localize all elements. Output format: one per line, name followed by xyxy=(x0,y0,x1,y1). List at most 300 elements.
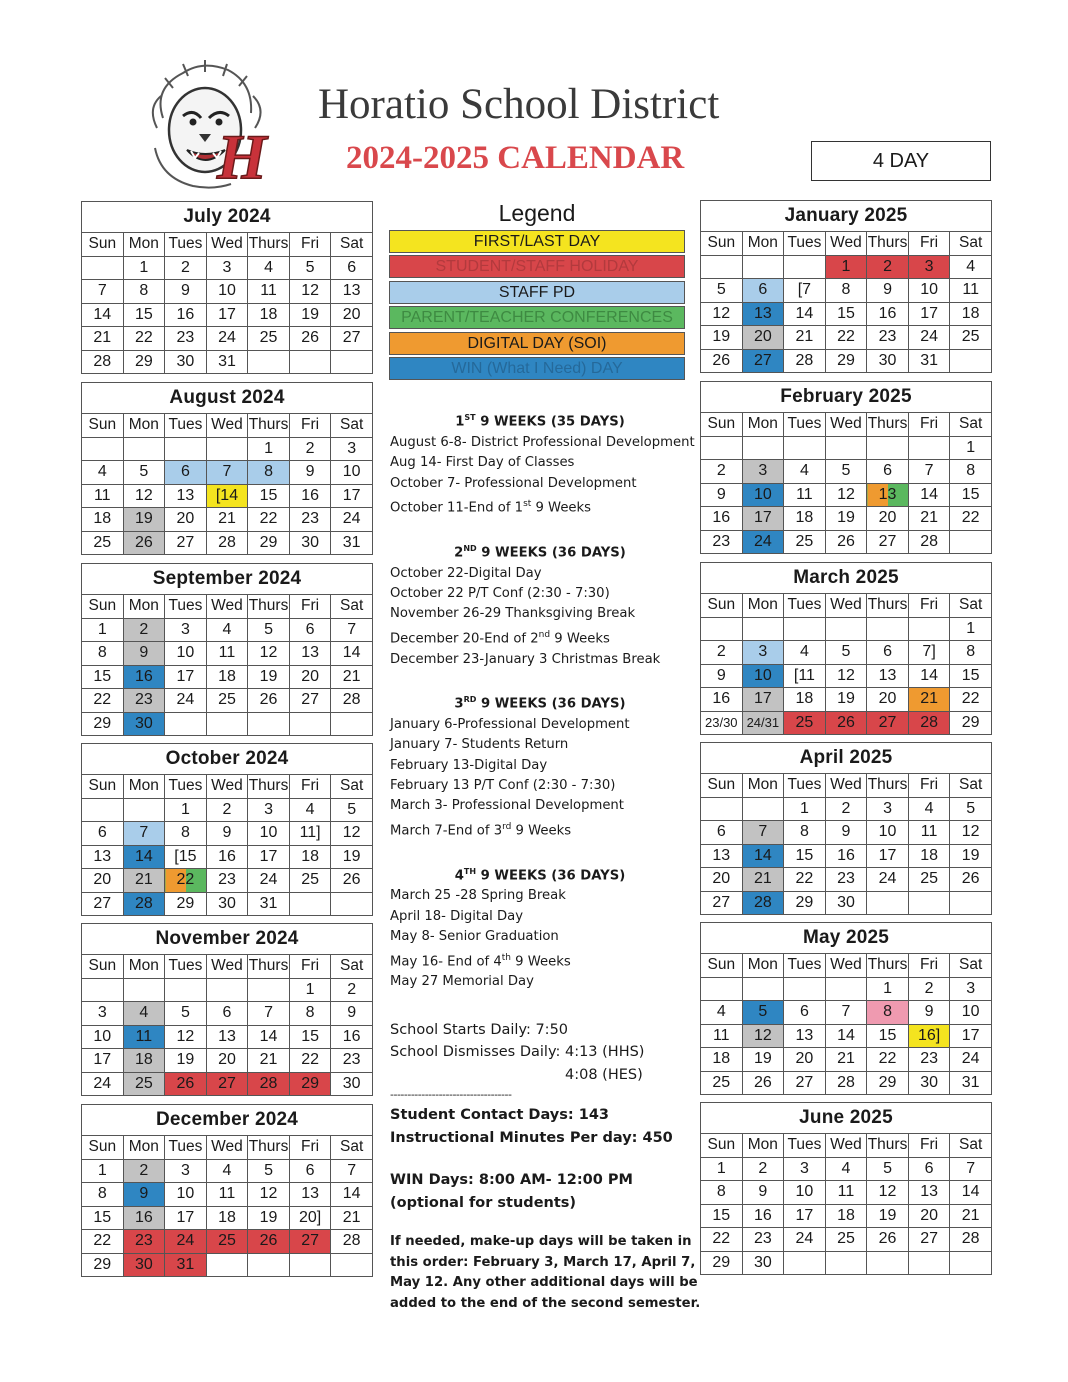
day-cell: 6 xyxy=(908,1157,950,1181)
day-cell: 9 xyxy=(206,822,248,846)
day-cell: 14 xyxy=(331,642,373,666)
day-cell: 6 xyxy=(867,460,909,484)
quarter-heading: 2ND 9 WEEKS (36 DAYS) xyxy=(454,543,626,561)
day-cell: 28 xyxy=(825,1071,867,1095)
weekday-header: Wed xyxy=(825,232,867,256)
day-cell: 25 xyxy=(784,711,826,735)
makeup-days-line: If needed, make-up days will be taken in xyxy=(390,1234,692,1250)
empty-day-cell xyxy=(248,350,290,374)
weekday-header: Tues xyxy=(165,955,207,979)
empty-day-cell xyxy=(123,798,165,822)
empty-day-cell xyxy=(784,977,826,1001)
day-cell: 22 xyxy=(289,1049,331,1073)
weekday-header: Sun xyxy=(701,413,743,437)
day-cell: 14 xyxy=(825,1024,867,1048)
day-cell: 6 xyxy=(165,461,207,485)
weekday-header: Sat xyxy=(331,775,373,799)
day-cell: 27 xyxy=(867,711,909,735)
day-cell: 21 xyxy=(123,869,165,893)
day-cell: 16 xyxy=(165,303,207,327)
day-cell: 19 xyxy=(248,1206,290,1230)
day-cell: 12 xyxy=(289,280,331,304)
weekday-header: Thurs xyxy=(867,232,909,256)
day-cell: 9 xyxy=(742,1181,784,1205)
day-cell: 26 xyxy=(701,349,743,373)
day-cell: 27 xyxy=(742,349,784,373)
legend-item: PARENT/TEACHER CONFERENCES xyxy=(389,306,685,329)
day-cell: 14 xyxy=(742,844,784,868)
weekday-header: Mon xyxy=(123,595,165,619)
makeup-days-line: this order: February 3, March 17, April 7, xyxy=(390,1254,696,1270)
legend-item: WIN (What I Need) DAY xyxy=(389,357,685,380)
weekday-header: Tues xyxy=(165,595,207,619)
day-cell: 5 xyxy=(331,798,373,822)
month-name: March 2025 xyxy=(701,563,992,594)
day-cell: 31 xyxy=(950,1071,992,1095)
day-cell: 10 xyxy=(867,821,909,845)
day-cell: 9 xyxy=(123,1183,165,1207)
day-cell: 4 xyxy=(950,255,992,279)
month-july-2024 xyxy=(81,201,373,374)
day-cell: 11 xyxy=(701,1024,743,1048)
day-cell: 20 xyxy=(82,869,124,893)
day-cell: 6 xyxy=(701,821,743,845)
month-name: August 2024 xyxy=(82,383,373,414)
empty-day-cell xyxy=(165,712,207,736)
day-cell: 15 xyxy=(123,303,165,327)
day-cell: 2 xyxy=(206,798,248,822)
day-cell: 8 xyxy=(289,1002,331,1026)
day-cell: 25 xyxy=(950,326,992,350)
day-cell: 1 xyxy=(248,437,290,461)
weekday-header: Tues xyxy=(165,775,207,799)
day-cell: 8 xyxy=(950,641,992,665)
month-september-2024 xyxy=(81,563,373,736)
weekday-header: Mon xyxy=(742,774,784,798)
weekday-header: Sat xyxy=(950,774,992,798)
day-cell: 6 xyxy=(742,279,784,303)
day-cell: 27 xyxy=(289,1230,331,1254)
day-cell: 22 xyxy=(123,327,165,351)
quarter-event: October 22-Digital Day xyxy=(390,565,542,581)
day-cell: 26 xyxy=(248,689,290,713)
month-name: May 2025 xyxy=(701,923,992,954)
empty-day-cell xyxy=(784,617,826,641)
day-cell: 17 xyxy=(784,1204,826,1228)
day-cell: 10 xyxy=(950,1001,992,1025)
day-cell: 20 xyxy=(742,326,784,350)
day-cell: 1 xyxy=(289,978,331,1002)
day-cell: 16 xyxy=(123,1206,165,1230)
weekday-header: Sun xyxy=(701,594,743,618)
day-cell: 21 xyxy=(908,507,950,531)
weekday-header: Fri xyxy=(289,595,331,619)
day-cell: 2 xyxy=(867,255,909,279)
day-cell: 16 xyxy=(701,688,743,712)
empty-day-cell xyxy=(701,255,743,279)
day-cell: 13 xyxy=(289,1183,331,1207)
day-cell: 24 xyxy=(206,327,248,351)
weekday-header: Sat xyxy=(950,1134,992,1158)
quarter-event: March 7-End of 3rd 9 Weeks xyxy=(390,821,572,839)
day-cell: 3 xyxy=(206,256,248,280)
weekday-header: Fri xyxy=(908,774,950,798)
quarter-event: January 6-Professional Development xyxy=(390,716,630,732)
day-cell: 3 xyxy=(165,1159,207,1183)
day-cell: 1 xyxy=(867,977,909,1001)
day-cell: 8 xyxy=(165,822,207,846)
quarter-event: March 3- Professional Development xyxy=(390,798,624,814)
weekday-header: Wed xyxy=(206,595,248,619)
day-cell: 24 xyxy=(165,689,207,713)
weekday-header: Thurs xyxy=(248,955,290,979)
weekday-header: Thurs xyxy=(867,954,909,978)
day-cell: 27 xyxy=(82,892,124,916)
day-cell: 22 xyxy=(82,1230,124,1254)
empty-day-cell xyxy=(123,978,165,1002)
weekday-header: Wed xyxy=(825,954,867,978)
day-cell: 20 xyxy=(867,507,909,531)
day-cell: 28 xyxy=(331,689,373,713)
day-cell: 25 xyxy=(908,868,950,892)
empty-day-cell xyxy=(950,530,992,554)
month-name: September 2024 xyxy=(82,564,373,595)
empty-day-cell xyxy=(825,436,867,460)
day-cell: 21 xyxy=(331,665,373,689)
day-cell: 14 xyxy=(331,1183,373,1207)
day-cell: 19 xyxy=(867,1204,909,1228)
weekday-header: Fri xyxy=(908,413,950,437)
empty-day-cell xyxy=(742,977,784,1001)
day-cell: 20 xyxy=(289,665,331,689)
day-cell: 16 xyxy=(742,1204,784,1228)
quarter-event: August 6-8- District Professional Development xyxy=(390,434,695,450)
letter-h-emblem xyxy=(216,121,269,192)
day-cell: 28 xyxy=(82,350,124,374)
empty-day-cell xyxy=(742,797,784,821)
day-cell: 4 xyxy=(784,641,826,665)
day-cell: 22 xyxy=(825,326,867,350)
day-cell: 30 xyxy=(165,350,207,374)
day-cell: 24 xyxy=(82,1072,124,1096)
day-cell: 10 xyxy=(742,483,784,507)
weekday-header: Sun xyxy=(701,774,743,798)
day-cell: 25 xyxy=(784,530,826,554)
weekday-header: Mon xyxy=(123,1136,165,1160)
day-cell: 24 xyxy=(248,869,290,893)
weekday-header: Wed xyxy=(825,774,867,798)
day-cell: 8 xyxy=(248,461,290,485)
day-cell: 29 xyxy=(165,892,207,916)
quarter-event: December 20-End of 2nd 9 Weeks xyxy=(390,629,610,647)
day-cell: 18 xyxy=(289,845,331,869)
empty-day-cell xyxy=(248,1253,290,1277)
empty-day-cell xyxy=(908,1251,950,1275)
day-cell: 13 xyxy=(867,664,909,688)
quarter-event: December 23-January 3 Christmas Break xyxy=(390,651,661,667)
weekday-header: Mon xyxy=(123,775,165,799)
empty-day-cell xyxy=(908,891,950,915)
day-cell: 1 xyxy=(784,797,826,821)
day-cell: 12 xyxy=(331,822,373,846)
day-cell: 19 xyxy=(123,508,165,532)
day-cell: 30 xyxy=(123,712,165,736)
day-cell: 7 xyxy=(206,461,248,485)
day-cell: 19 xyxy=(701,326,743,350)
weekday-header: Thurs xyxy=(867,774,909,798)
quarter-event: February 13 P/T Conf (2:30 - 7:30) xyxy=(390,778,616,794)
day-cell: 2 xyxy=(123,1159,165,1183)
day-cell: 10 xyxy=(908,279,950,303)
day-cell: 1 xyxy=(82,618,124,642)
month-name: June 2025 xyxy=(701,1103,992,1134)
day-cell: 15 xyxy=(825,302,867,326)
legend-item: STUDENT/STAFF HOLIDAY xyxy=(389,255,685,278)
day-cell: 29 xyxy=(82,1253,124,1277)
day-cell: 8 xyxy=(950,460,992,484)
day-cell: 17 xyxy=(742,507,784,531)
day-cell: 24 xyxy=(784,1228,826,1252)
day-cell: 21 xyxy=(950,1204,992,1228)
day-cell: 19 xyxy=(742,1048,784,1072)
day-cell: 5 xyxy=(825,460,867,484)
month-name: December 2024 xyxy=(82,1105,373,1136)
day-cell: 14 xyxy=(784,302,826,326)
empty-day-cell xyxy=(206,437,248,461)
month-december-2024 xyxy=(81,1104,373,1277)
weekday-header: Thurs xyxy=(248,595,290,619)
calendar-title: 2024-2025 CALENDAR xyxy=(346,140,685,176)
day-cell: 29 xyxy=(701,1251,743,1275)
weekday-header: Thurs xyxy=(248,1136,290,1160)
empty-day-cell xyxy=(701,977,743,1001)
day-cell: 15 xyxy=(950,664,992,688)
day-cell: 20 xyxy=(867,688,909,712)
day-cell: 28 xyxy=(908,711,950,735)
weekday-header: Fri xyxy=(289,775,331,799)
empty-day-cell xyxy=(701,617,743,641)
day-cell: 29 xyxy=(867,1071,909,1095)
day-cell: 24/31 xyxy=(742,711,784,735)
day-cell: 9 xyxy=(825,821,867,845)
day-cell: 18 xyxy=(701,1048,743,1072)
day-cell: 20 xyxy=(908,1204,950,1228)
weekday-header: Sat xyxy=(950,954,992,978)
day-cell: 29 xyxy=(289,1072,331,1096)
empty-day-cell xyxy=(784,1251,826,1275)
month-february-2025 xyxy=(700,381,992,554)
quarter-event: April 18- Digital Day xyxy=(390,908,524,924)
day-cell: 19 xyxy=(331,845,373,869)
day-cell: 18 xyxy=(784,507,826,531)
day-cell: 7] xyxy=(908,641,950,665)
day-cell: 12 xyxy=(248,642,290,666)
day-cell: 22 xyxy=(950,507,992,531)
day-cell: 17 xyxy=(331,484,373,508)
empty-day-cell xyxy=(206,712,248,736)
day-cell: 17 xyxy=(165,1206,207,1230)
day-cell: 22 xyxy=(784,868,826,892)
school-starts: School Starts Daily: 7:50 xyxy=(390,1021,569,1038)
day-cell: 18 xyxy=(206,665,248,689)
legend-item: FIRST/LAST DAY xyxy=(389,230,685,253)
day-cell: 16 xyxy=(289,484,331,508)
day-cell: 25 xyxy=(701,1071,743,1095)
student-contact-days: Student Contact Days: 143 xyxy=(390,1107,610,1124)
day-cell: 14 xyxy=(123,845,165,869)
day-cell: 2 xyxy=(701,641,743,665)
quarter-event: March 25 -28 Spring Break xyxy=(390,888,566,904)
day-cell: 28 xyxy=(206,531,248,555)
legend xyxy=(389,200,685,382)
day-cell: 8 xyxy=(123,280,165,304)
empty-day-cell xyxy=(248,978,290,1002)
day-cell: 22 xyxy=(701,1228,743,1252)
day-cell: 30 xyxy=(867,349,909,373)
empty-day-cell xyxy=(867,436,909,460)
day-cell: 20 xyxy=(165,508,207,532)
day-cell: 24 xyxy=(165,1230,207,1254)
day-cell: 8 xyxy=(82,642,124,666)
weekday-header: Tues xyxy=(165,1136,207,1160)
day-cell: 12 xyxy=(701,302,743,326)
day-cell: 18 xyxy=(248,303,290,327)
empty-day-cell xyxy=(123,437,165,461)
day-cell: 7 xyxy=(908,460,950,484)
day-cell: 31 xyxy=(248,892,290,916)
divider: ----------------------------------- xyxy=(390,1088,512,1102)
day-cell: 16] xyxy=(908,1024,950,1048)
day-cell: 11 xyxy=(950,279,992,303)
weekday-header: Mon xyxy=(742,232,784,256)
calendar-notes xyxy=(390,408,701,1314)
day-cell: 17 xyxy=(165,665,207,689)
day-cell: 10 xyxy=(82,1025,124,1049)
day-cell: 7 xyxy=(331,1159,373,1183)
quarter-event: May 8- Senior Graduation xyxy=(390,929,559,945)
day-cell: 19 xyxy=(289,303,331,327)
day-cell: 3 xyxy=(784,1157,826,1181)
day-cell: 30 xyxy=(331,1072,373,1096)
weekday-header: Sun xyxy=(701,954,743,978)
day-cell: 7 xyxy=(950,1157,992,1181)
day-cell: 12 xyxy=(950,821,992,845)
day-cell: 2 xyxy=(331,978,373,1002)
day-cell: 10 xyxy=(331,461,373,485)
weekday-header: Thurs xyxy=(867,413,909,437)
day-cell: 11 xyxy=(123,1025,165,1049)
empty-day-cell xyxy=(701,797,743,821)
day-cell: 1 xyxy=(82,1159,124,1183)
weekday-header: Sat xyxy=(331,414,373,438)
day-cell: 3 xyxy=(331,437,373,461)
month-name: November 2024 xyxy=(82,924,373,955)
day-cell: 3 xyxy=(742,460,784,484)
empty-day-cell xyxy=(331,1253,373,1277)
day-cell: 23 xyxy=(206,869,248,893)
weekday-header: Sat xyxy=(950,594,992,618)
weekday-header: Sat xyxy=(331,233,373,257)
day-cell: 18 xyxy=(784,688,826,712)
quarter-event: November 26-29 Thanksgiving Break xyxy=(390,606,636,622)
day-cell: 15 xyxy=(289,1025,331,1049)
day-cell: 5 xyxy=(867,1157,909,1181)
day-cell: 6 xyxy=(331,256,373,280)
weekday-header: Fri xyxy=(908,1134,950,1158)
day-cell: 3 xyxy=(908,255,950,279)
day-cell: 19 xyxy=(825,507,867,531)
weekday-header: Wed xyxy=(206,414,248,438)
day-cell: 21 xyxy=(248,1049,290,1073)
day-cell: 26 xyxy=(742,1071,784,1095)
day-cell: 12 xyxy=(165,1025,207,1049)
day-cell: 9 xyxy=(867,279,909,303)
weekday-header: Wed xyxy=(825,594,867,618)
school-dismisses-hes: 4:08 (HES) xyxy=(565,1066,643,1083)
day-cell: 30 xyxy=(825,891,867,915)
day-cell: 15 xyxy=(82,1206,124,1230)
day-cell: 2 xyxy=(165,256,207,280)
day-cell: 6 xyxy=(82,822,124,846)
day-cell: 24 xyxy=(742,530,784,554)
day-cell: 27 xyxy=(206,1072,248,1096)
svg-text:H: H xyxy=(217,121,267,192)
day-cell: 19 xyxy=(165,1049,207,1073)
day-cell: 4 xyxy=(248,256,290,280)
weekday-header: Tues xyxy=(784,774,826,798)
day-cell: 8 xyxy=(701,1181,743,1205)
day-cell: 18 xyxy=(950,302,992,326)
day-cell: 23 xyxy=(701,530,743,554)
day-cell: 1 xyxy=(825,255,867,279)
day-cell: 29 xyxy=(123,350,165,374)
empty-day-cell xyxy=(289,712,331,736)
day-cell: 27 xyxy=(908,1228,950,1252)
quarter-event: May 27 Memorial Day xyxy=(390,974,534,990)
quarter-event: October 22 P/T Conf (2:30 - 7:30) xyxy=(390,586,610,602)
day-cell: 22 xyxy=(82,689,124,713)
day-cell: 23 xyxy=(331,1049,373,1073)
day-cell: 24 xyxy=(908,326,950,350)
day-cell: 13 xyxy=(908,1181,950,1205)
day-cell: 14 xyxy=(82,303,124,327)
day-cell: 21 xyxy=(206,508,248,532)
day-cell: 19 xyxy=(825,688,867,712)
day-cell: 25 xyxy=(123,1072,165,1096)
quarter-event: Aug 14- First Day of Classes xyxy=(390,455,575,471)
day-cell: 12 xyxy=(123,484,165,508)
weekday-header: Fri xyxy=(908,954,950,978)
weekday-header: Thurs xyxy=(867,1134,909,1158)
day-cell: 1 xyxy=(701,1157,743,1181)
day-cell: 16 xyxy=(867,302,909,326)
day-cell: 6 xyxy=(784,1001,826,1025)
day-cell: 24 xyxy=(950,1048,992,1072)
day-cell: 31 xyxy=(206,350,248,374)
day-cell: 3 xyxy=(165,618,207,642)
day-cell: 15 xyxy=(950,483,992,507)
weekday-header: Fri xyxy=(289,1136,331,1160)
day-cell: 2 xyxy=(289,437,331,461)
empty-day-cell xyxy=(784,255,826,279)
weekday-header: Fri xyxy=(908,594,950,618)
school-dismisses: School Dismisses Daily: 4:13 (HHS) xyxy=(390,1044,645,1061)
weekday-header: Tues xyxy=(165,233,207,257)
day-cell: 13 xyxy=(331,280,373,304)
day-cell: 26 xyxy=(289,327,331,351)
day-cell: 17 xyxy=(248,845,290,869)
weekday-header: Sun xyxy=(701,232,743,256)
